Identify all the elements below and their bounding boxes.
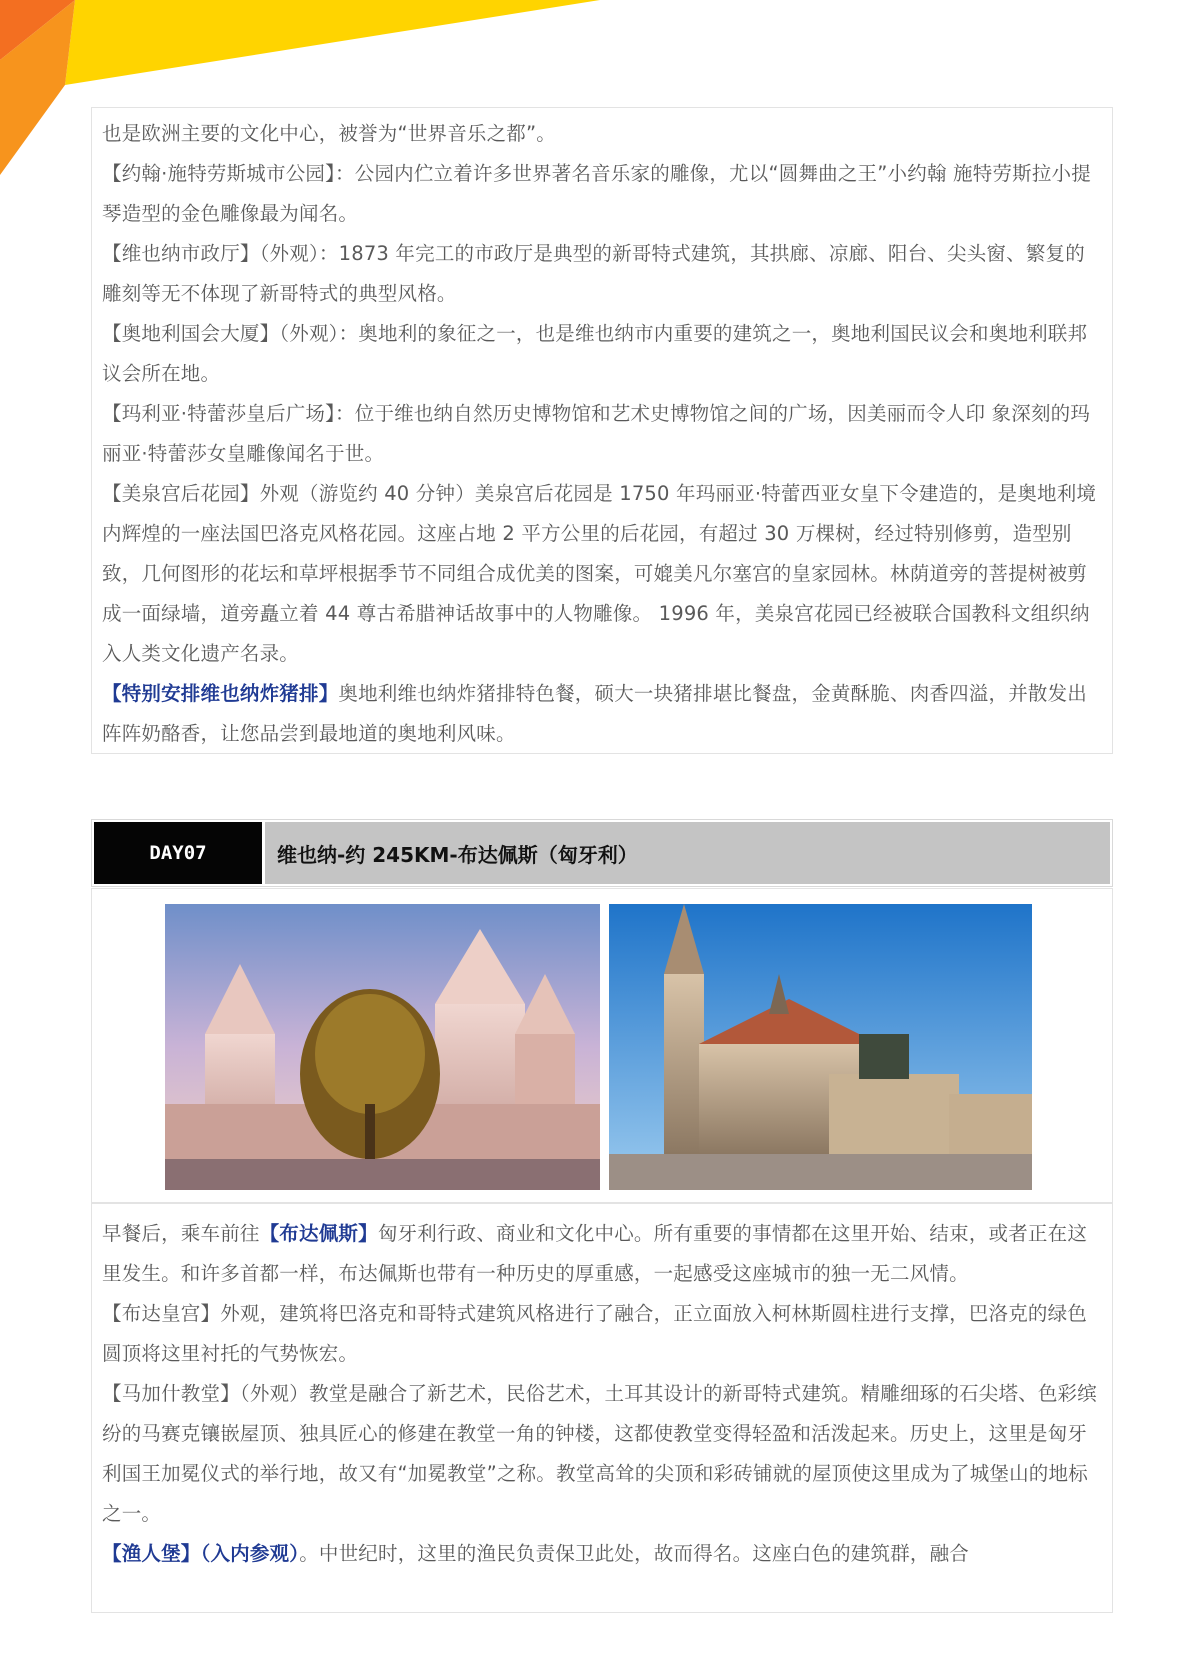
highlight-title: 【渔人堡】（入内参观） xyxy=(102,1542,300,1565)
paragraph-fishermans-bastion xyxy=(102,1534,1102,1574)
day07-text-box xyxy=(91,1203,1113,1613)
paragraph-schnitzel xyxy=(102,674,1102,754)
paragraph-matthias-church: 【马加什教堂】（外观）教堂是融合了新艺术，民俗艺术，土耳其设计的新哥特式建筑。精雕细琢的石尖塔、色彩缤纷的马赛克镶嵌屋顶、独具匠心的修建在教堂一角的钟楼，这都使教堂变得轻盈和活泼起来。历史上，这里是匈牙利国王加冕仪式的举行地，故又有“加冕教堂”之称。教堂高耸的尖顶和彩砖铺就的屋顶使这里成为了城堡山的地标之一。 xyxy=(102,1382,1097,1525)
day-label: DAY07 xyxy=(94,822,262,884)
paragraph-schoenbrunn-garden: 【美泉宫后花园】外观（游览约 40 分钟）美泉宫后花园是 1750 年玛丽亚·特蕾西亚女皇下令建造的，是奥地利境内辉煌的一座法国巴洛克风格花园。这座占地 2 平方公里的后花园，有超过 30 万棵树，经过特别修剪，造型别致，几何图形的花坛和草坪根据季节不同组合成优美的图案，可媲美凡尔塞宫的皇家园林。林荫道旁的菩提树被剪成一面绿墙，道旁矗立着 44 尊古希腊神话故事中的人物雕像。 1996 年，美泉宫花园已经被联合国教科文组织纳入人类文化遗产名录。 xyxy=(102,482,1097,665)
paragraph-parliament: 【奥地利国会大厦】（外观）：奥地利的象征之一，也是维也纳市内重要的建筑之一，奥地利国民议会和奥地利联邦议会所在地。 xyxy=(102,322,1088,385)
paragraph-buda-castle: 【布达皇宫】外观，建筑将巴洛克和哥特式建筑风格进行了融合，正立面放入柯林斯圆柱进行支撑，巴洛克的绿色圆顶将这里衬托的气势恢宏。 xyxy=(102,1302,1088,1365)
fishermans-bastion-photo xyxy=(165,904,600,1190)
paragraph-text: 匈牙利行政、商业和文化中心。所有重要的事情都在这里开始、结束，或者正在这里发生。和许多首都一样，布达佩斯也带有一种历史的厚重感，一起感受这座城市的独一无二风情。 xyxy=(102,1222,1088,1285)
paragraph-maria-theresa-square: 【玛利亚·特蕾莎皇后广场】：位于维也纳自然历史博物馆和艺术史博物馆之间的广场，因美丽而令人印 象深刻的玛丽亚·特蕾莎女皇雕像闻名于世。 xyxy=(102,402,1091,465)
day-title: 维也纳-约 245KM-布达佩斯（匈牙利） xyxy=(265,822,1110,884)
photo-row xyxy=(91,888,1113,1203)
paragraph-strauss-park: 【约翰·施特劳斯城市公园】：公园内伫立着许多世界著名音乐家的雕像，尤以“圆舞曲之王”小约翰 施特劳斯拉小提琴造型的金色雕像最为闻名。 xyxy=(102,162,1091,225)
paragraph-budapest xyxy=(102,1214,1102,1294)
day-header xyxy=(91,819,1113,887)
matthias-church-photo xyxy=(609,904,1032,1190)
itinerary-text-box xyxy=(91,107,1113,754)
highlight-title: 【特别安排维也纳炸猪排】 xyxy=(102,682,339,705)
paragraph-text: 奥地利维也纳炸猪排特色餐，硕大一块猪排堪比餐盘，金黄酥脆、肉香四溢，并散发出阵阵奶酪香，让您品尝到最地道的奥地利风味。 xyxy=(102,682,1088,745)
paragraph-text: 早餐后，乘车前往 xyxy=(102,1222,260,1245)
paragraph: 也是欧洲主要的文化中心，被誉为“世界音乐之都”。 xyxy=(102,122,557,145)
highlight-title: 【布达佩斯】 xyxy=(259,1222,378,1245)
paragraph-text: 。中世纪时，这里的渔民负责保卫此处，故而得名。这座白色的建筑群，融合 xyxy=(299,1542,970,1565)
paragraph-city-hall: 【维也纳市政厅】（外观）：1873 年完工的市政厅是典型的新哥特式建筑，其拱廊、凉廊、阳台、尖头窗、繁复的雕刻等无不体现了新哥特式的典型风格。 xyxy=(102,242,1085,305)
